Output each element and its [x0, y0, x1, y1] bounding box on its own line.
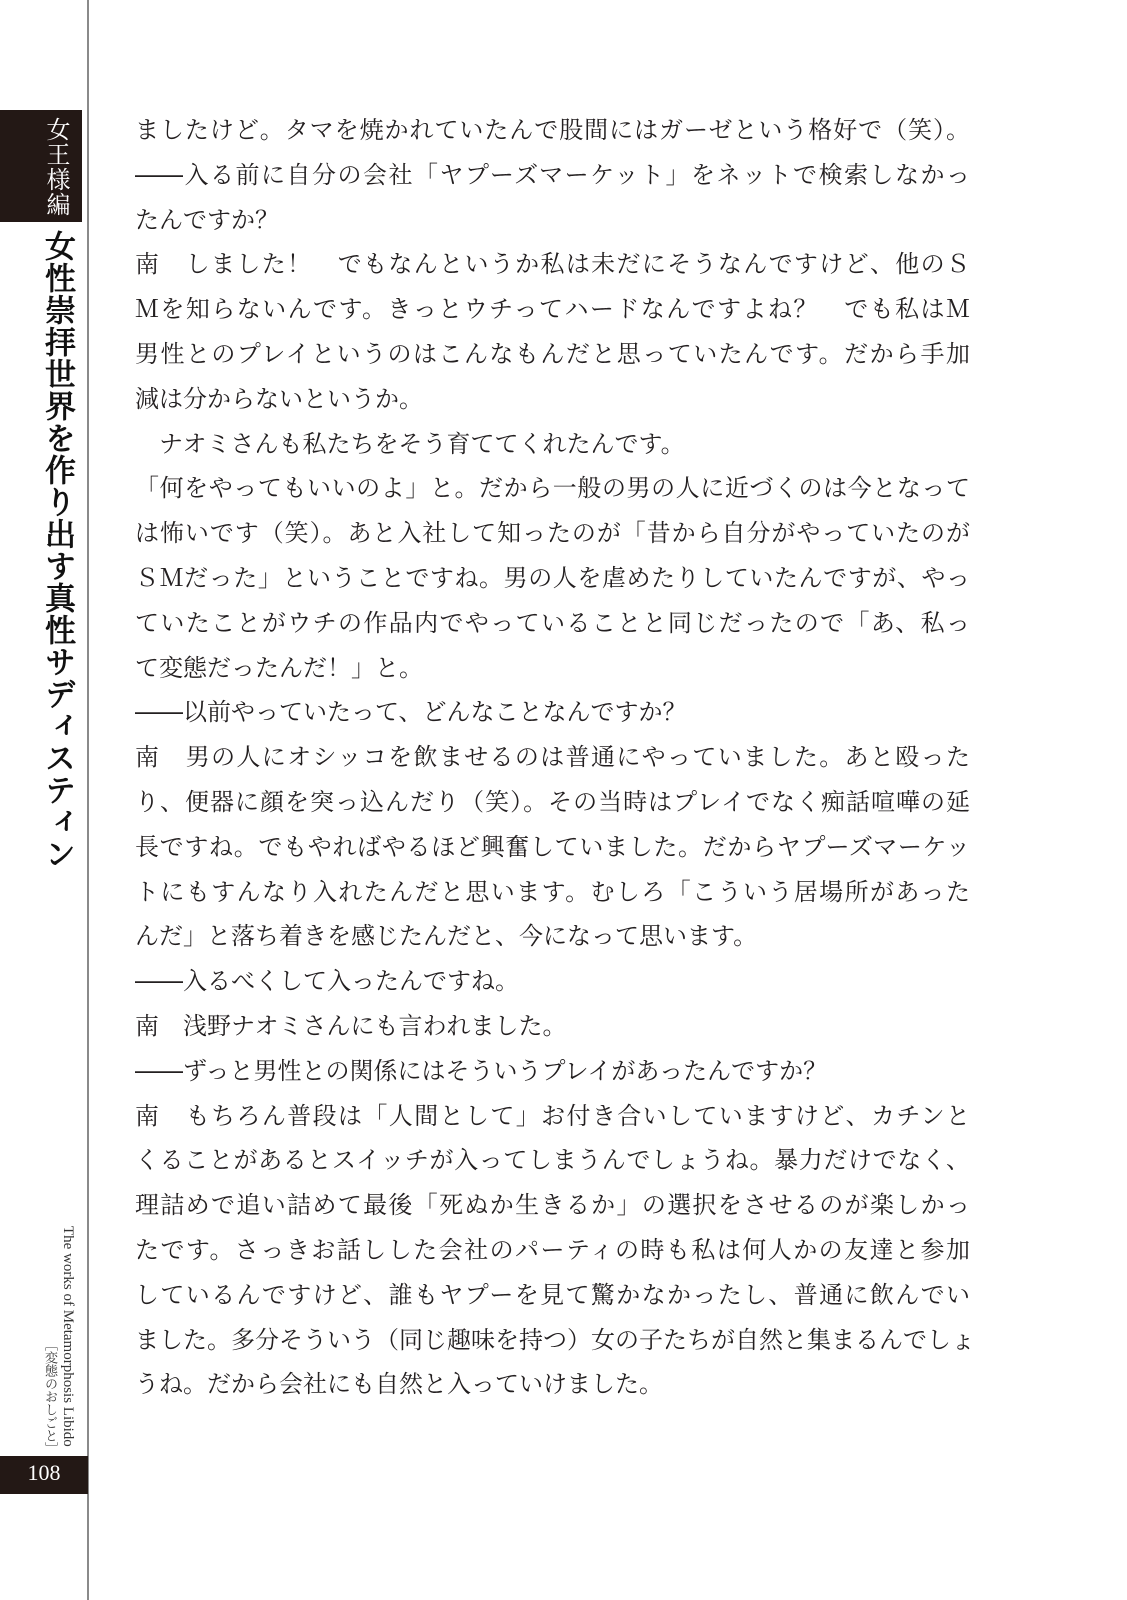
text-line: くることがあるとスイッチが入ってしまうんでしょうね。暴力だけでなく、	[135, 1146, 970, 1175]
text-line: うね。だから会社にも自然と入っていけました。	[135, 1370, 663, 1399]
text-line: 南 男の人にオシッコを飲ませるのは普通にやっていました。あと殴った	[135, 743, 970, 772]
text-line: ――以前やっていたって、どんなことなんですか？	[135, 698, 687, 727]
text-line: しているんですけど、誰もヤプーを見て驚かなかったし、普通に飲んでい	[135, 1280, 970, 1309]
text-line: んだ」と落ち着きを感じたんだと、今になって思います。	[135, 922, 758, 951]
text-line: 「何をやってもいいのよ」と。だから一般の男の人に近づくのは今となって	[135, 474, 970, 503]
text-line: 南 浅野ナオミさんにも言われました。	[135, 1011, 567, 1040]
text-line: ましたけど。タマを焼かれていたんで股間にはガーゼという格好で（笑）。	[135, 116, 970, 144]
text-line: ――ずっと男性との関係にはそういうプレイがあったんですか？	[135, 1056, 828, 1085]
margin-rule	[87, 0, 89, 1600]
text-line: トにもすんなり入れたんだと思います。むしろ「こういう居場所があった	[135, 877, 970, 906]
text-line: Ｍを知らないんです。きっとウチってハードなんですよね？ でも私はＭ	[135, 295, 970, 324]
text-line: ――入るべくして入ったんですね。	[135, 967, 519, 996]
series-title-en: The works of Metamorphosis Libido	[60, 1226, 76, 1447]
text-line: たです。さっきお話しした会社のパーティの時も私は何人かの友達と参加	[135, 1235, 970, 1264]
section-label: 女王様編	[42, 117, 70, 217]
series-title-jp: ［変態のおしごと］	[42, 1338, 57, 1455]
text-line: 減は分からないというか。	[135, 384, 423, 413]
text-line: 長ですね。でもやればやるほど興奮していました。だからヤプーズマーケッ	[135, 832, 970, 861]
text-line: 南 しました！ でもなんというか私は未だにそうなんですけど、他のＳ	[135, 250, 970, 279]
text-line: ――入る前に自分の会社「ヤプーズマーケット」をネットで検索しなかっ	[135, 160, 970, 189]
chapter-title: 女性崇拝世界を作り出す真性サディスティン	[39, 230, 75, 870]
text-line: 男性とのプレイというのはこんなもんだと思っていたんです。だから手加	[135, 339, 970, 368]
text-line: たんですか？	[135, 205, 279, 234]
text-line: ました。多分そういう（同じ趣味を持つ）女の子たちが自然と集まるんでしょ	[135, 1325, 975, 1354]
text-line: 理詰めで追い詰めて最後「死ぬか生きるか」の選択をさせるのが楽しかっ	[135, 1191, 970, 1220]
text-line: 南 もちろん普段は「人間として」お付き合いしていますけど、カチンと	[135, 1101, 970, 1130]
text-line: ていたことがウチの作品内でやっていることと同じだったので「あ、私っ	[135, 608, 970, 637]
text-line: ＳＭだった」ということですね。男の人を虐めたりしていたんですが、やっ	[135, 563, 970, 592]
page-number: 108	[27, 1460, 61, 1485]
text-line: は怖いです（笑）。あと入社して知ったのが「昔から自分がやっていたのが	[135, 519, 970, 548]
text-line: り、便器に顔を突っ込んだり（笑）。その当時はプレイでなく痴話喧嘩の延	[135, 787, 970, 816]
text-line: て変態だったんだ！」と。	[135, 653, 423, 682]
text-line: ナオミさんも私たちをそう育ててくれたんです。	[135, 429, 685, 458]
body-text	[135, 108, 975, 1407]
